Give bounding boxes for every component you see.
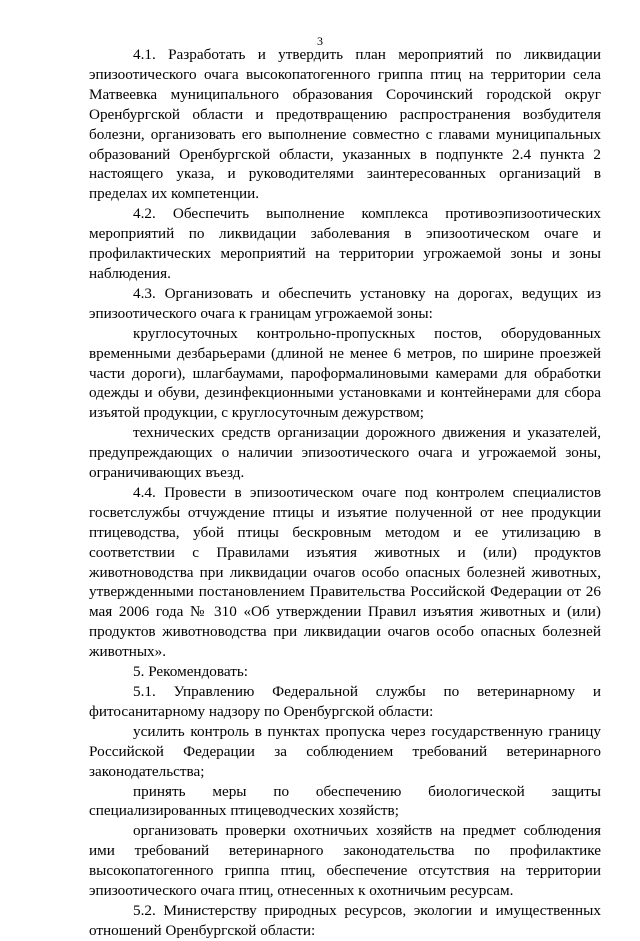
- paragraph-4-2: 4.2. Обеспечить выполнение комплекса противоэпизоотических мероприятий по ликвидации заболевания в эпизоотическом очаге и профилактических мероприятий на территории угрожаемой зоны и зоны наблюдения.: [89, 205, 601, 282]
- paragraph-5-2: 5.2. Министерству природных ресурсов, экологии и имущественных отношений Оренбургской области:: [89, 901, 601, 939]
- page-number: 3: [317, 34, 323, 48]
- paragraph-biosecurity: принять меры по обеспечению биологической защиты специализированных птицеводческих хозяйств;: [89, 782, 601, 820]
- paragraph-hunting-inspections: организовать проверки охотничьих хозяйств на предмет соблюдения ими требований ветеринарного законодательства по профилактике высокопатогенного гриппа птиц, обеспечение отсутствия на территории эпизоотического очага птиц, отнесенных к охотничьим ресурсам.: [89, 822, 601, 900]
- paragraph-border-control: усилить контроль в пунктах пропуска через государственную границу Российской Федерации за соблюдением требований ветеринарного законодательства;: [89, 722, 601, 780]
- paragraph-traffic-signs: технических средств организации дорожного движения и указателей, предупреждающих о наличии эпизоотического очага и угрожаемой зоны, ограничивающих въезд.: [89, 424, 601, 482]
- paragraph-5: 5. Рекомендовать:: [133, 663, 248, 681]
- paragraph-checkpoints: круглосуточных контрольно-пропускных постов, оборудованных временными дезбарьерами (длиной не менее 6 метров, по ширине проезжей части дороги), шлагбаумами, пароформалиновыми камерами для обработки одежды и обуви, дезинфекционными установками и контейнерами для сбора изъятой продукции, с круглосуточным дежурством;: [89, 324, 601, 422]
- paragraph-4-1: 4.1. Разработать и утвердить план мероприятий по ликвидации эпизоотического очага высокопатогенного гриппа птиц на территории села Матвеевка муниципального образования Сорочинский городской округ Оренбургской области и предотвращению распространения возбудителя болезни, организовать его выполнение совместно с главами муниципальных образований Оренбургской области, указанных в подпункте 2.4 пункта 2 настоящего указа, и руководителями заинтересованных организаций в пределах их компетенции.: [89, 46, 601, 203]
- document-body: [89, 45, 601, 941]
- paragraph-4-4: 4.4. Провести в эпизоотическом очаге под контролем специалистов госветслужбы отчуждение птицы и изъятие полученной от нее продукции птицеводства, убой птицы бескровным методом и ее утилизацию в соответствии с Правилами изъятия животных и (или) продуктов животноводства при ликвидации очагов особо опасных болезней животных, утвержденными постановлением Правительства Российской Федерации от 26 мая 2006 года № 310 «Об утверждении Правил изъятия животных и (или) продуктов животноводства при ликвидации очагов особо опасных болезней животных».: [89, 483, 601, 661]
- paragraph-4-3: 4.3. Организовать и обеспечить установку на дорогах, ведущих из эпизоотического очага к границам угрожаемой зоны:: [89, 284, 601, 322]
- paragraph-5-1: 5.1. Управлению Федеральной службы по ветеринарному и фитосанитарному надзору по Оренбургской области:: [89, 683, 601, 720]
